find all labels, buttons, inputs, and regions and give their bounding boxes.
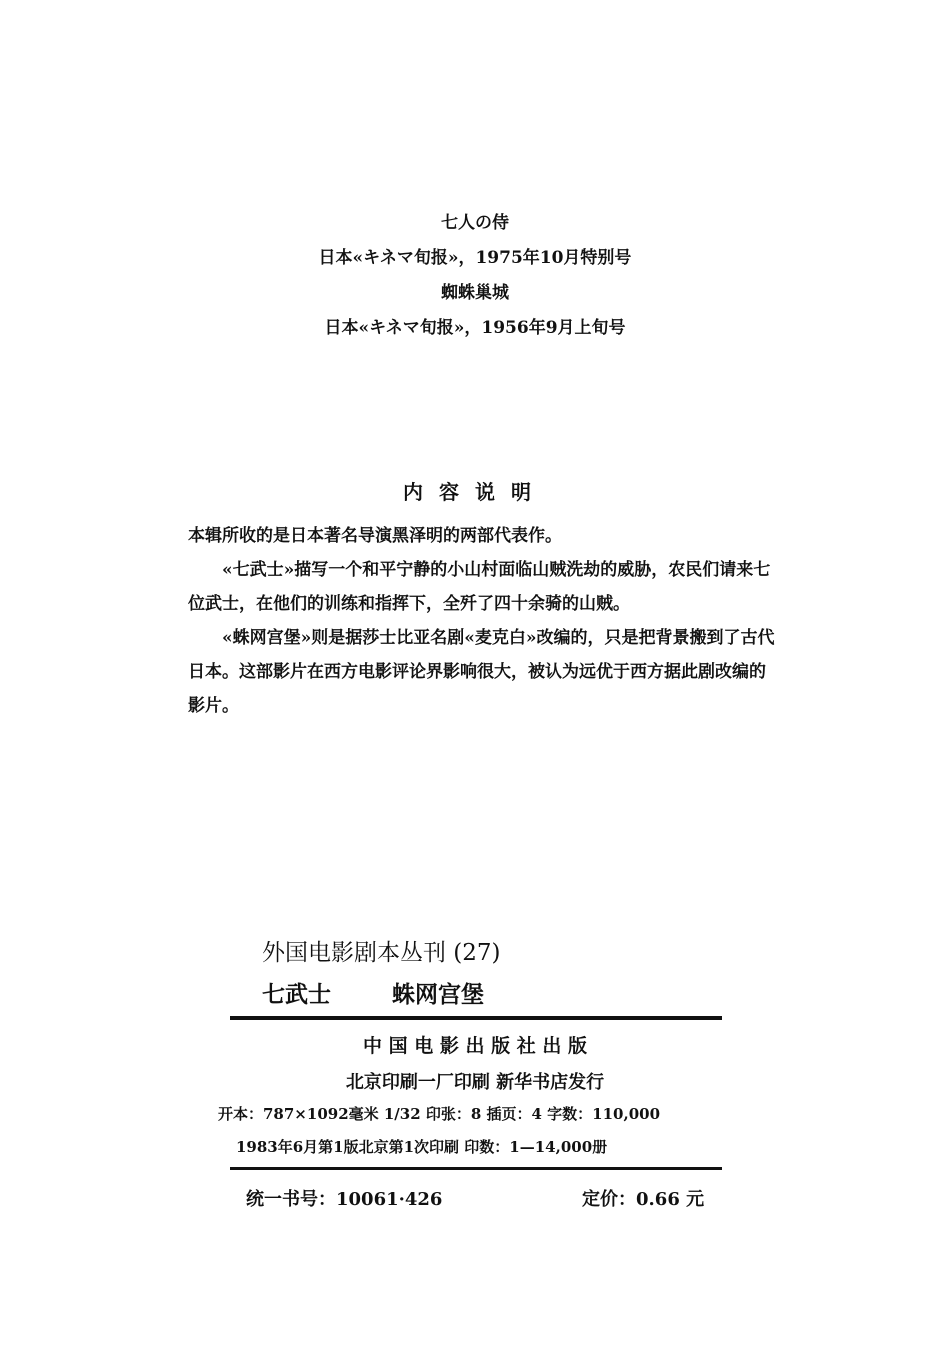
book-title-2: 蛛网宫堡 xyxy=(392,981,484,1008)
format-line: 开本：787×1092毫米 1/32 印张：8 插页：4 字数：110,000 xyxy=(218,1105,661,1123)
printer-line: 北京印刷一厂印刷 新华书店发行 xyxy=(345,1072,605,1093)
source-title-2: 蜘蛛巢城 xyxy=(441,283,509,303)
description-paragraph-1: 本辑所收的是日本著名导演黑泽明的两部代表作。 xyxy=(188,526,562,546)
book-number: 统一书号：10061·426 xyxy=(246,1189,443,1210)
publisher-line: 中 国 电 影 出 版 社 出 版 xyxy=(363,1035,587,1057)
edition-line: 1983年6月第1版北京第1次印刷 印数：1—14,000册 xyxy=(236,1138,608,1156)
colophon-bottom-rule xyxy=(230,1167,722,1170)
description-paragraph-3: «蛛网宫堡»则是据莎士比亚名剧«麦克白»改编的，只是把背景搬到了古代日本。这部影片在西方电影评论界影响很大，被认为远优于西方据此剧改编的影片。 xyxy=(188,628,775,716)
description-paragraph-2: «七武士»描写一个和平宁静的小山村面临山贼洗劫的威胁，农民们请来七位武士，在他们的训练和指挥下，全歼了四十余骑的山贼。 xyxy=(188,560,771,614)
source-title-1: 七人の侍 xyxy=(441,213,509,233)
book-title-1: 七武士 xyxy=(262,981,331,1008)
price: 定价：0.66 元 xyxy=(582,1189,705,1210)
colophon-top-rule xyxy=(230,1016,722,1020)
source-line-2: 日本«キネマ旬报»，1956年9月上旬号 xyxy=(324,318,626,338)
source-line-1: 日本«キネマ旬报»，1975年10月特别号 xyxy=(318,248,632,268)
description-heading: 内容说明 xyxy=(403,480,547,504)
series-title: 外国电影剧本丛刊 (27) xyxy=(262,940,501,966)
